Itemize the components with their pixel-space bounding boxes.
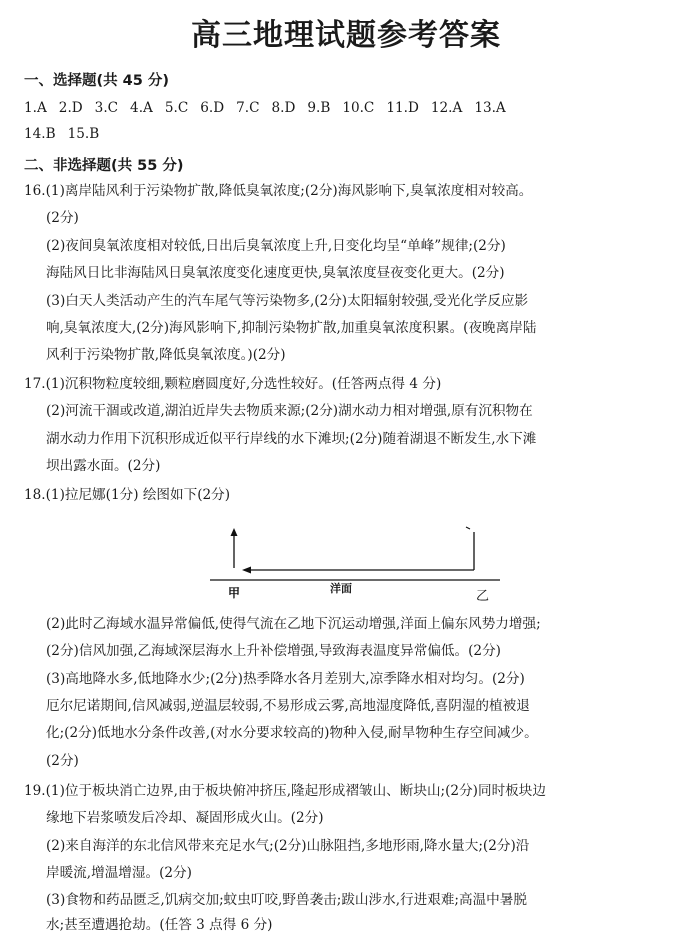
mcq-answer: 3.C bbox=[94, 100, 119, 116]
mcq-answer: 11.D bbox=[386, 100, 419, 116]
q18-line-5: 厄尔尼诺期间,信风减弱,逆温层较弱,不易形成云雾,高地湿度降低,喜阴湿的植被退 bbox=[46, 698, 530, 714]
q18-line-6: 化;(2分)低地水分条件改善,(对水分要求较高的)物种入侵,耐旱物种生存空间减少。 bbox=[46, 725, 538, 741]
q17-line-3: 湖水动力作用下沉积形成近似平行岸线的水下滩坝;(2分)随着湖退不断发生,水下滩 bbox=[46, 431, 537, 447]
surface-wind-arrowhead bbox=[242, 567, 251, 574]
walker-circulation-diagram bbox=[210, 518, 510, 604]
q19-line-6: 水;甚至遭遇抢劫。(任答 3 点得 6 分) bbox=[46, 917, 273, 933]
q18-line-7: (2分) bbox=[46, 753, 79, 769]
mcq-answers-row-1 bbox=[24, 100, 518, 116]
mcq-answer: 2.D bbox=[58, 100, 83, 116]
mcq-answer: 6.D bbox=[200, 100, 225, 116]
q16-line-2: (2分) bbox=[46, 210, 79, 226]
mcq-answer: 9.B bbox=[307, 100, 331, 116]
q16-line-5: (3)白天人类活动产生的汽车尾气等污染物多,(2分)太阳辐射较强,受光化学反应影 bbox=[46, 293, 529, 309]
mcq-answer: 8.D bbox=[271, 100, 296, 116]
q17-line-4: 坝出露水面。(2分) bbox=[46, 458, 161, 474]
q18-line-2: (2)此时乙海域水温异常偏低,使得气流在乙地下沉运动增强,洋面上偏东风势力增强; bbox=[46, 616, 541, 632]
mcq-answer: 5.C bbox=[164, 100, 189, 116]
mcq-answer: 7.C bbox=[236, 100, 260, 116]
q18-line-1: 18.(1)拉尼娜(1分) 绘图如下(2分) bbox=[24, 487, 231, 503]
q19-line-2: 缘地下岩浆喷发后冷却、凝固形成火山。(2分) bbox=[46, 810, 324, 826]
q16-line-4: 海陆风日比非海陆风日臭氧浓度变化速度更快,臭氧浓度昼夜变化更大。(2分) bbox=[46, 265, 505, 281]
q17-line-2: (2)河流干涸或改道,湖泊近岸失去物质来源;(2分)湖水动力相对增强,原有沉积物在 bbox=[46, 403, 533, 419]
mcq-answers-row-2 bbox=[24, 126, 111, 142]
label-sea-surface: 洋面 bbox=[330, 582, 352, 595]
q19-line-1: 19.(1)位于板块消亡边界,由于板块俯冲挤压,隆起形成褶皱山、断块山;(2分)同时板块边 bbox=[24, 783, 546, 799]
q18-line-4: (3)高地降水多,低地降水少;(2分)热季降水各月差别大,凉季降水相对均匀。(2分) bbox=[46, 671, 525, 687]
q16-line-1: 16.(1)离岸陆风利于污染物扩散,降低臭氧浓度;(2分)海风影响下,臭氧浓度相对较高。 bbox=[24, 183, 533, 199]
section-heading-free-response: 二、非选择题(共 55 分) bbox=[24, 158, 184, 174]
q19-line-5: (3)食物和药品匮乏,饥病交加;蚊虫叮咬,野兽袭击;跋山涉水,行进艰难;高温中暑脱 bbox=[46, 892, 527, 908]
q17-line-1: 17.(1)沉积物粒度较细,颗粒磨圆度好,分选性较好。(任答两点得 4 分) bbox=[24, 376, 442, 392]
mcq-answer: 15.B bbox=[67, 126, 100, 142]
mcq-answer: 14.B bbox=[24, 126, 56, 142]
mcq-answer: 13.A bbox=[474, 100, 506, 116]
section-heading-mcq: 一、选择题(共 45 分) bbox=[24, 73, 170, 89]
q16-line-3: (2)夜间臭氧浓度相对较低,日出后臭氧浓度上升,日变化均呈“单峰”规律;(2分) bbox=[46, 238, 506, 254]
mcq-answer: 4.A bbox=[130, 100, 153, 116]
q19-line-4: 岸暖流,增温增湿。(2分) bbox=[46, 865, 192, 881]
sinking-air-tick bbox=[466, 527, 470, 529]
label-jia: 甲 bbox=[228, 586, 241, 600]
mcq-answer: 1.A bbox=[24, 100, 47, 116]
q16-line-6: 响,臭氧浓度大,(2分)海风影响下,抑制污染物扩散,加重臭氧浓度积累。(夜晚离岸陆 bbox=[46, 320, 537, 336]
q16-line-7: 风利于污染物扩散,降低臭氧浓度。)(2分) bbox=[46, 347, 286, 363]
label-yi: 乙 bbox=[476, 589, 490, 604]
q19-line-3: (2)来自海洋的东北信风带来充足水气;(2分)山脉阻挡,多地形雨,降水量大;(2分)沿 bbox=[46, 838, 530, 854]
mcq-answer: 12.A bbox=[430, 100, 463, 116]
page-title: 高三地理试题参考答案 bbox=[191, 18, 501, 53]
q18-line-3: (2分)信风加强,乙海域深层海水上升补偿增强,导致海表温度异常偏低。(2分) bbox=[46, 643, 501, 659]
rising-air-arrowhead bbox=[231, 528, 238, 536]
mcq-answer: 10.C bbox=[342, 100, 375, 116]
